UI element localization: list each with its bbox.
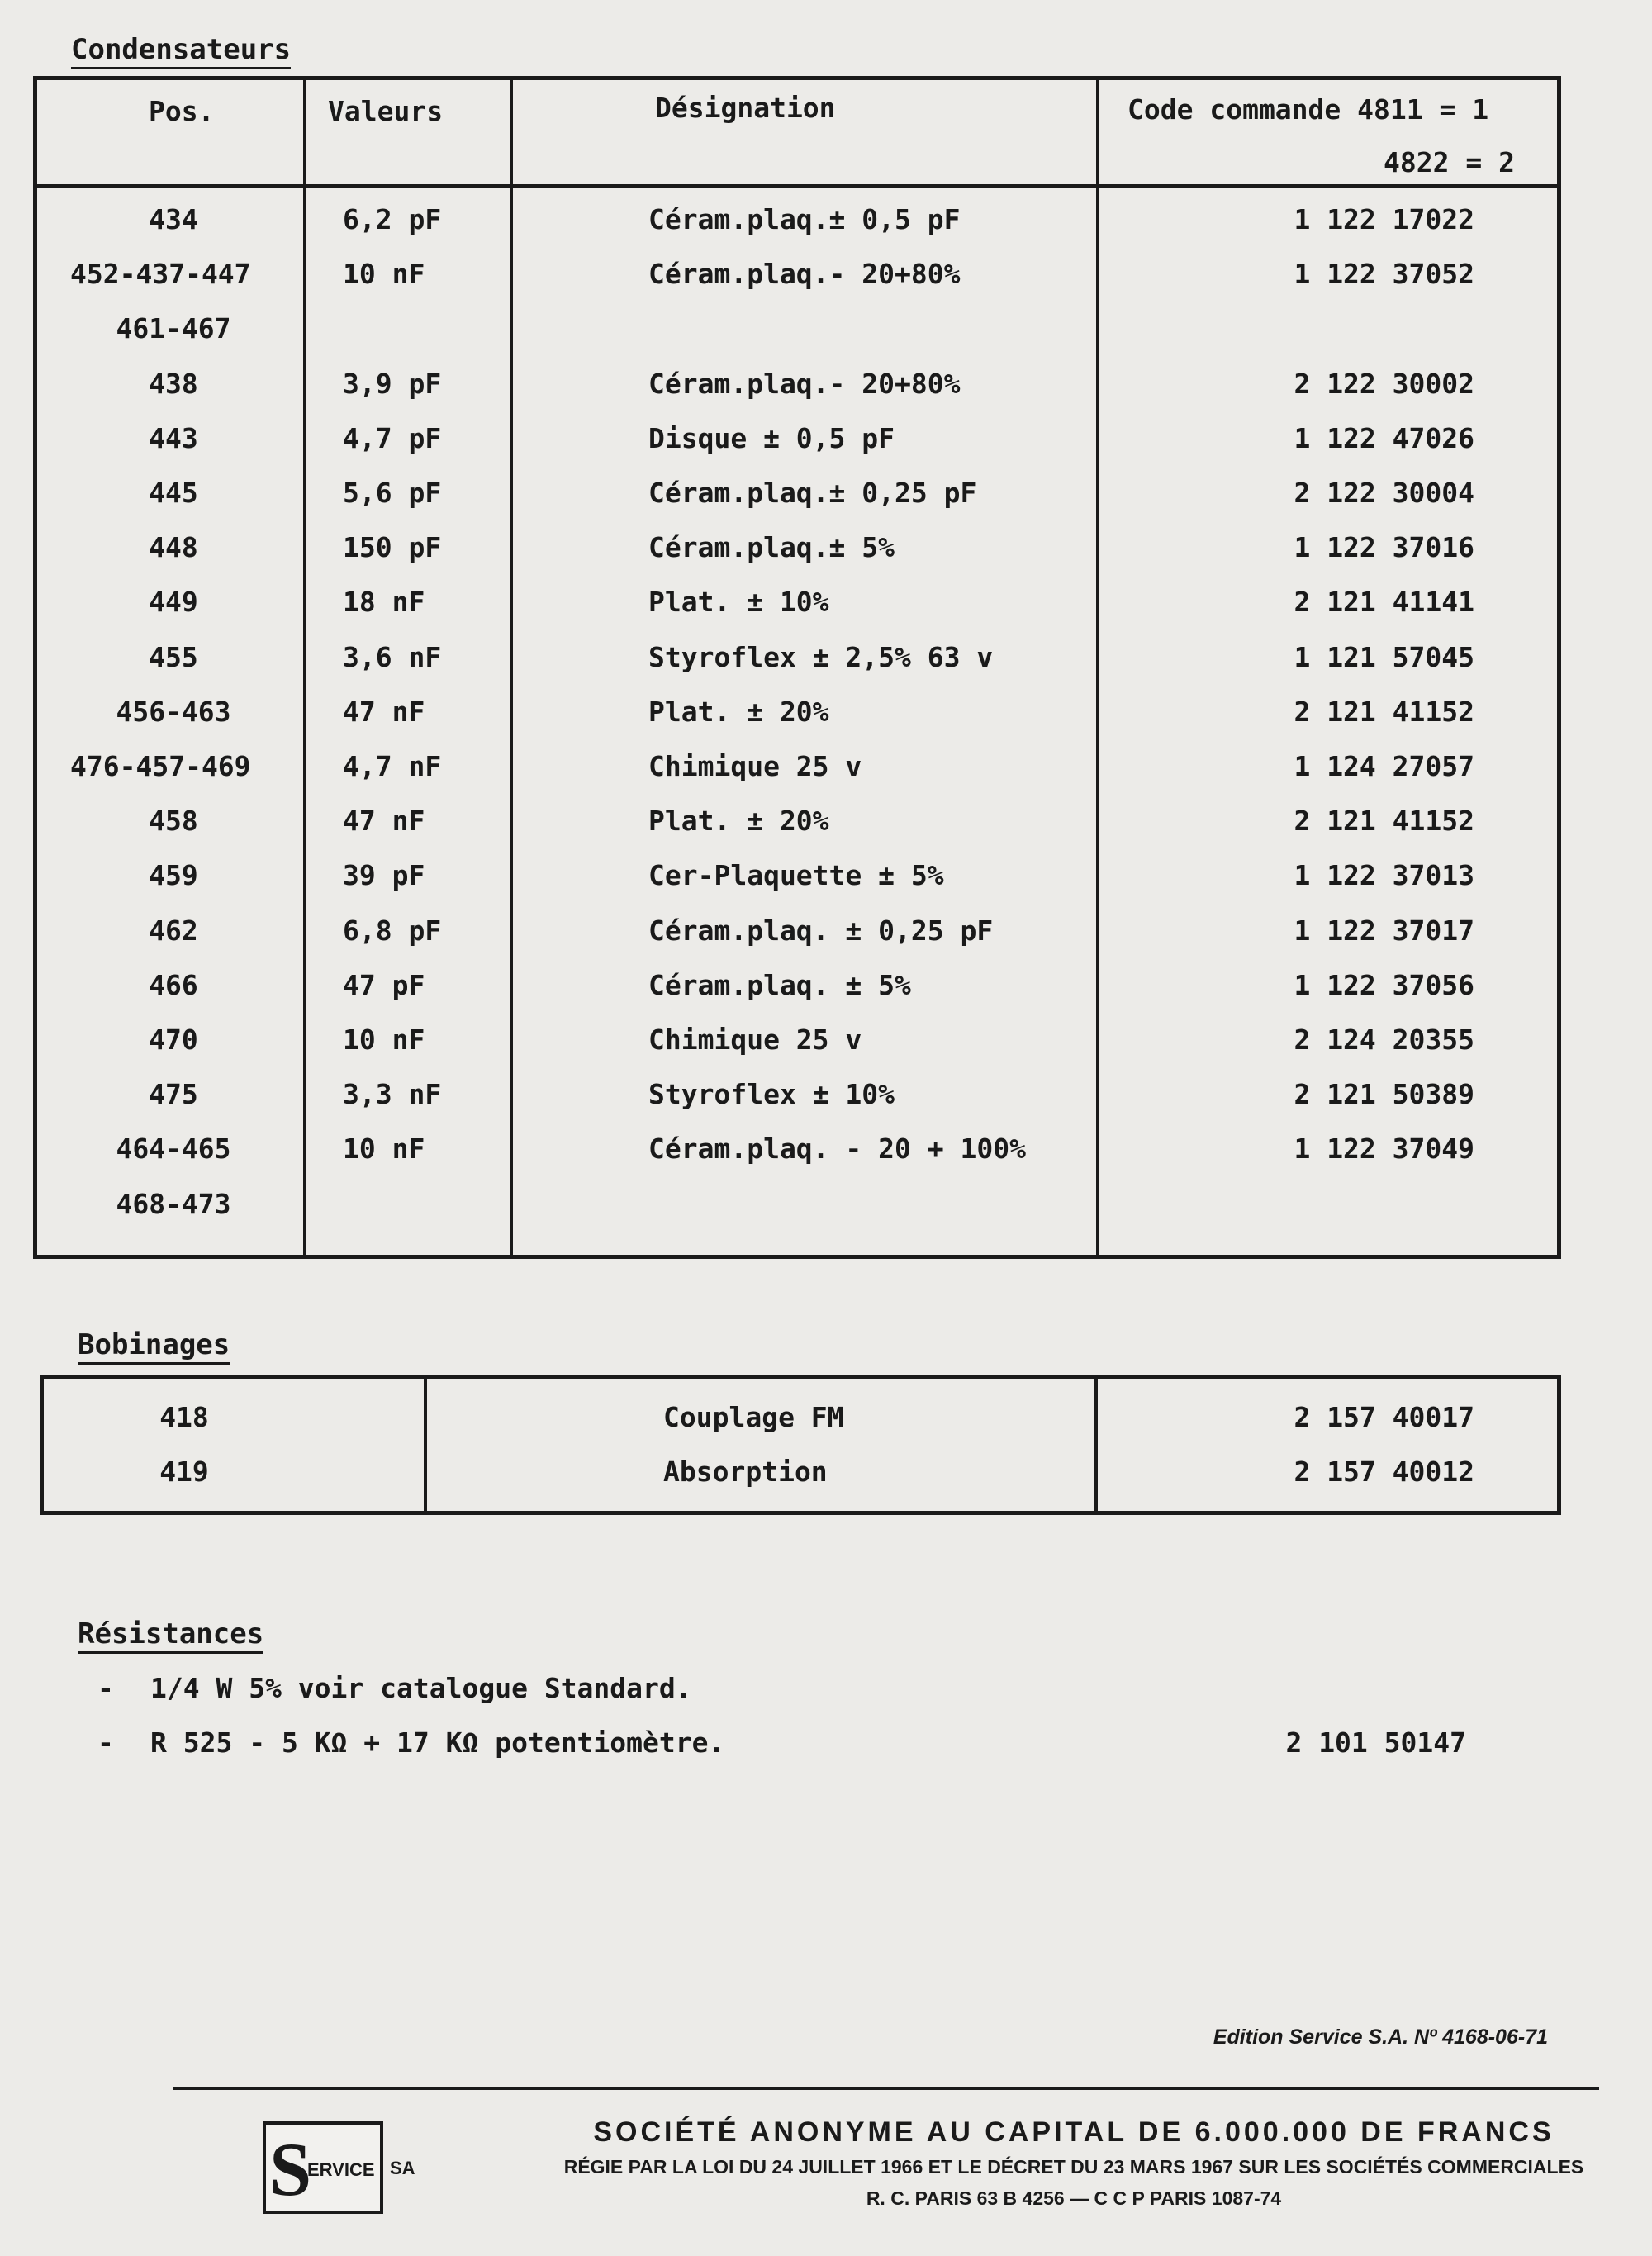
cell-code: 2 121 41141	[1294, 586, 1474, 619]
cell-pos: 456-463	[116, 695, 231, 728]
cell-des: Styroflex ± 10%	[648, 1078, 895, 1111]
cell-des: Céram.plaq.± 5%	[648, 531, 895, 564]
cell-code: 2 122 30002	[1294, 367, 1474, 400]
table-row	[37, 630, 1557, 685]
resistance-dash: -	[97, 1726, 114, 1759]
bobinages-title: Bobinages	[78, 1328, 230, 1365]
table-row	[44, 1445, 1557, 1499]
header-pos: Pos.	[149, 95, 215, 127]
table-row	[37, 1177, 1557, 1232]
cell-pos: 461-467	[116, 312, 231, 345]
cell-pos: 448	[149, 531, 198, 564]
cell-des: Plat. ± 10%	[648, 586, 829, 619]
cell-des: Chimique 25 v	[648, 1024, 862, 1056]
cell-des: Céram.plaq. ± 5%	[648, 968, 911, 1001]
cell-val: 47 nF	[343, 805, 425, 838]
cell-des: Disque ± 0,5 pF	[648, 421, 895, 454]
cell-des: Couplage FM	[663, 1401, 844, 1433]
header-code2: 4822 = 2	[1384, 146, 1515, 178]
cell-pos: 462	[149, 914, 198, 947]
table-row	[37, 685, 1557, 739]
cell-val: 10 nF	[343, 258, 425, 291]
cell-des: Céram.plaq. ± 0,25 pF	[648, 914, 994, 947]
cell-val: 3,9 pF	[343, 367, 442, 400]
cell-des: Céram.plaq.- 20+80%	[648, 258, 961, 291]
header-code: Code commande 4811 = 1	[1127, 93, 1489, 126]
cell-val: 18 nF	[343, 586, 425, 619]
company-line-3: R. C. PARIS 63 B 4256 — C C P PARIS 1087-74	[866, 2187, 1282, 2209]
cell-pos: 459	[149, 859, 198, 892]
table-row	[37, 1122, 1557, 1176]
bobinages-table	[40, 1375, 1561, 1515]
cell-val: 47 nF	[343, 695, 425, 728]
edition-note: Edition Service S.A. Nº 4168-06-71	[1213, 2026, 1548, 2049]
cell-pos: 418	[159, 1401, 209, 1433]
cell-pos: 470	[149, 1024, 198, 1056]
cell-val: 4,7 pF	[343, 421, 442, 454]
table-row	[37, 357, 1557, 411]
cell-code: 1 122 37049	[1294, 1133, 1474, 1166]
table-row	[37, 1067, 1557, 1122]
cell-des: Cer-Plaquette ± 5%	[648, 859, 944, 892]
logo-sa: SA	[390, 2158, 415, 2178]
cell-des: Céram.plaq.- 20+80%	[648, 367, 961, 400]
cell-code: 2 121 50389	[1294, 1078, 1474, 1111]
cell-pos: 455	[149, 640, 198, 673]
cell-code: 2 157 40012	[1294, 1456, 1474, 1488]
cell-pos: 464-465	[116, 1133, 231, 1166]
table-row	[37, 848, 1557, 903]
resistance-text: R 525 - 5 KΩ + 17 KΩ potentiomètre.	[150, 1726, 725, 1759]
service-logo	[263, 2121, 383, 2214]
table-row	[37, 247, 1557, 302]
cell-des: Plat. ± 20%	[648, 805, 829, 838]
cell-code: 2 122 30004	[1294, 477, 1474, 509]
cell-code: 1 122 37013	[1294, 859, 1474, 892]
cell-des: Céram.plaq.± 0,25 pF	[648, 477, 977, 509]
cell-code: 1 122 47026	[1294, 421, 1474, 454]
cell-code: 2 121 41152	[1294, 695, 1474, 728]
cell-val: 39 pF	[343, 859, 425, 892]
table-row	[37, 904, 1557, 958]
condensateurs-table	[33, 76, 1561, 1259]
cell-des: Céram.plaq. - 20 + 100%	[648, 1133, 1026, 1166]
cell-code: 1 122 37016	[1294, 531, 1474, 564]
table-row	[37, 958, 1557, 1013]
header-valeurs: Valeurs	[328, 95, 444, 127]
cell-pos: 466	[149, 968, 198, 1001]
cell-code: 1 122 37056	[1294, 968, 1474, 1001]
table-row	[37, 1013, 1557, 1067]
cell-des: Chimique 25 v	[648, 750, 862, 782]
cell-des: Plat. ± 20%	[648, 695, 829, 728]
cell-val: 5,6 pF	[343, 477, 442, 509]
footer-divider	[173, 2087, 1599, 2090]
resistances-title: Résistances	[78, 1617, 263, 1654]
cell-pos: 443	[149, 421, 198, 454]
logo-letter: S	[269, 2127, 312, 2211]
cell-val: 4,7 nF	[343, 750, 442, 782]
cell-code: 1 122 37052	[1294, 258, 1474, 291]
table-row	[37, 794, 1557, 848]
cell-des: Styroflex ± 2,5% 63 v	[648, 640, 994, 673]
table-row	[37, 575, 1557, 629]
cell-code: 1 121 57045	[1294, 640, 1474, 673]
cell-val: 10 nF	[343, 1133, 425, 1166]
cell-pos: 419	[159, 1456, 209, 1488]
table-row	[37, 739, 1557, 794]
cell-val: 150 pF	[343, 531, 442, 564]
cell-pos: 445	[149, 477, 198, 509]
cell-pos: 452-437-447	[70, 258, 251, 291]
cell-code: 2 121 41152	[1294, 805, 1474, 838]
cell-pos: 476-457-469	[70, 750, 251, 782]
cell-val: 3,6 nF	[343, 640, 442, 673]
cell-des: Céram.plaq.± 0,5 pF	[648, 203, 961, 235]
cell-val: 3,3 nF	[343, 1078, 442, 1111]
cell-pos: 475	[149, 1078, 198, 1111]
cell-code: 2 157 40017	[1294, 1401, 1474, 1433]
resistance-code: 2 101 50147	[1285, 1726, 1466, 1759]
cell-val: 6,2 pF	[343, 203, 442, 235]
company-line-2: RÉGIE PAR LA LOI DU 24 JUILLET 1966 ET LE DÉCRET DU 23 MARS 1967 SUR LES SOCIÉTÉS COMMERCIALES	[563, 2156, 1584, 2178]
logo-text: ERVICE	[307, 2159, 375, 2180]
cell-val: 10 nF	[343, 1024, 425, 1056]
table-row	[44, 1390, 1557, 1445]
cell-code: 2 124 20355	[1294, 1024, 1474, 1056]
cell-pos: 468-473	[116, 1187, 231, 1220]
cell-pos: 438	[149, 367, 198, 400]
company-line-1: SOCIÉTÉ ANONYME AU CAPITAL DE 6.000.000 DE FRANCS	[593, 2116, 1555, 2148]
resistance-text: 1/4 W 5% voir catalogue Standard.	[150, 1672, 692, 1704]
cell-val: 6,8 pF	[343, 914, 442, 947]
table-row	[37, 302, 1557, 356]
header-designation: Désignation	[655, 92, 836, 124]
condensateurs-title: Condensateurs	[71, 33, 291, 69]
cell-pos: 458	[149, 805, 198, 838]
table-row	[37, 520, 1557, 575]
table-row	[37, 192, 1557, 247]
table-row	[37, 411, 1557, 466]
cell-code: 1 124 27057	[1294, 750, 1474, 782]
cell-val: 47 pF	[343, 968, 425, 1001]
resistance-dash: -	[97, 1672, 114, 1704]
cell-code: 1 122 37017	[1294, 914, 1474, 947]
cell-pos: 449	[149, 586, 198, 619]
cell-des: Absorption	[663, 1456, 828, 1488]
table-row	[37, 466, 1557, 520]
cell-code: 1 122 17022	[1294, 203, 1474, 235]
cell-pos: 434	[149, 203, 198, 235]
